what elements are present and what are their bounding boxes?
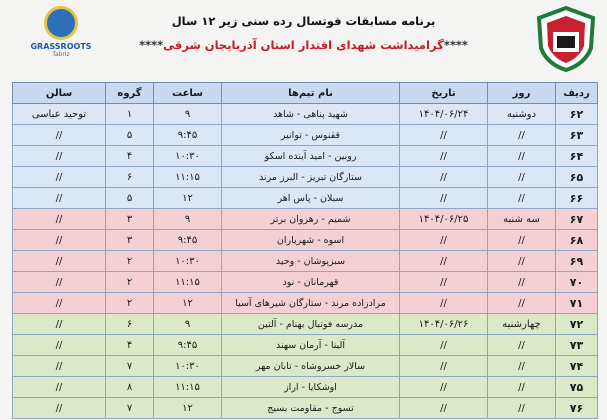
- star-decoration-left: ****: [443, 38, 468, 52]
- cell-date: //: [400, 125, 488, 146]
- cell-hall: //: [13, 377, 106, 398]
- schedule-table: [12, 82, 598, 419]
- cell-group: ۶: [106, 314, 154, 335]
- cell-hall: //: [13, 335, 106, 356]
- page-title: برنامه مسابقات فوتسال رده سنی زیر ۱۲ سال: [171, 14, 436, 28]
- cell-row-number: ۶۸: [556, 230, 598, 251]
- cell-row-number: ۶۲: [556, 104, 598, 125]
- cell-group: ۴: [106, 335, 154, 356]
- cell-row-number: ۶۹: [556, 251, 598, 272]
- header: [0, 0, 607, 82]
- cell-time: ۹: [154, 209, 222, 230]
- grassroots-logo-sub: Tabriz: [52, 51, 70, 58]
- cell-day: //: [488, 377, 556, 398]
- cell-teams: مرادزاده مرند - ستارگان شیرهای آسیا: [222, 293, 400, 314]
- cell-row-number: ۶۷: [556, 209, 598, 230]
- cell-hall: //: [13, 293, 106, 314]
- cell-hall: //: [13, 188, 106, 209]
- cell-row-number: ۷۰: [556, 272, 598, 293]
- cell-hall: //: [13, 167, 106, 188]
- table-row: [13, 272, 598, 293]
- cell-teams: سبزپوشان - وحید: [222, 251, 400, 272]
- cell-date: //: [400, 167, 488, 188]
- cell-date: ۱۴۰۴/۰۶/۲۵: [400, 209, 488, 230]
- cell-row-number: ۷۲: [556, 314, 598, 335]
- cell-time: ۹:۴۵: [154, 335, 222, 356]
- cell-group: ۷: [106, 356, 154, 377]
- cell-time: ۱۲: [154, 293, 222, 314]
- cell-teams: اسوه - شهریاران: [222, 230, 400, 251]
- cell-group: ۲: [106, 293, 154, 314]
- cell-date: //: [400, 230, 488, 251]
- cell-group: ۵: [106, 125, 154, 146]
- cell-row-number: ۷۶: [556, 398, 598, 419]
- cell-group: ۱: [106, 104, 154, 125]
- cell-time: ۹: [154, 314, 222, 335]
- cell-date: ۱۴۰۴/۰۶/۲۶: [400, 314, 488, 335]
- col-header-time: ساعت: [154, 83, 222, 104]
- cell-date: //: [400, 377, 488, 398]
- cell-time: ۱۱:۱۵: [154, 167, 222, 188]
- cell-day: //: [488, 335, 556, 356]
- cell-date: //: [400, 188, 488, 209]
- cell-time: ۹:۴۵: [154, 230, 222, 251]
- col-header-date: تاریخ: [400, 83, 488, 104]
- cell-hall: توحید عباسی: [13, 104, 106, 125]
- table-row: [13, 230, 598, 251]
- cell-group: ۶: [106, 167, 154, 188]
- table-row: [13, 125, 598, 146]
- cell-day: //: [488, 230, 556, 251]
- col-header-group: گروه: [106, 83, 154, 104]
- table-header-row: [13, 83, 598, 104]
- cell-hall: //: [13, 125, 106, 146]
- cell-row-number: ۷۱: [556, 293, 598, 314]
- cell-time: ۱۰:۳۰: [154, 146, 222, 167]
- cell-time: ۱۰:۳۰: [154, 356, 222, 377]
- cell-day: //: [488, 188, 556, 209]
- cell-teams: سبلان - پاس اهر: [222, 188, 400, 209]
- cell-day: //: [488, 293, 556, 314]
- cell-date: //: [400, 146, 488, 167]
- table-row: [13, 293, 598, 314]
- cell-time: ۱۰:۳۰: [154, 251, 222, 272]
- cell-day: //: [488, 167, 556, 188]
- cell-teams: شمیم - رهروان برتر: [222, 209, 400, 230]
- cell-group: ۲: [106, 272, 154, 293]
- cell-date: //: [400, 335, 488, 356]
- cell-group: ۳: [106, 209, 154, 230]
- cell-teams: سالار خسروشاه - تابان مهر: [222, 356, 400, 377]
- cell-time: ۱۲: [154, 188, 222, 209]
- star-decoration-right: ****: [139, 38, 164, 52]
- cell-teams: قهرمانان - نود: [222, 272, 400, 293]
- cell-time: ۱۱:۱۵: [154, 377, 222, 398]
- cell-row-number: ۷۵: [556, 377, 598, 398]
- col-header-hall: سالن: [13, 83, 106, 104]
- page-subtitle: [0, 38, 607, 52]
- cell-day: //: [488, 272, 556, 293]
- cell-day: //: [488, 251, 556, 272]
- cell-date: //: [400, 251, 488, 272]
- cell-group: ۵: [106, 188, 154, 209]
- cell-teams: اوشکایا - اراز: [222, 377, 400, 398]
- cell-day: //: [488, 356, 556, 377]
- cell-hall: //: [13, 209, 106, 230]
- subtitle-text: گرامیداشت شهدای اقتدار استان آذربایجان شرقی: [163, 38, 444, 52]
- cell-day: //: [488, 146, 556, 167]
- cell-row-number: ۶۵: [556, 167, 598, 188]
- col-header-row-number: ردیف: [556, 83, 598, 104]
- cell-row-number: ۷۴: [556, 356, 598, 377]
- table-row: [13, 209, 598, 230]
- cell-teams: آلینا - آرمان سهند: [222, 335, 400, 356]
- cell-row-number: ۶۳: [556, 125, 598, 146]
- cell-teams: ستارگان تبریز - البرز مرند: [222, 167, 400, 188]
- cell-hall: //: [13, 272, 106, 293]
- cell-day: چهارشنبه: [488, 314, 556, 335]
- cell-hall: //: [13, 398, 106, 419]
- table-row: [13, 146, 598, 167]
- col-header-day: روز: [488, 83, 556, 104]
- cell-teams: شهید پناهی - شاهد: [222, 104, 400, 125]
- cell-teams: مدرسه فوتبال بهنام - آلتین: [222, 314, 400, 335]
- cell-hall: //: [13, 314, 106, 335]
- cell-time: ۱۲: [154, 398, 222, 419]
- cell-day: //: [488, 398, 556, 419]
- cell-hall: //: [13, 356, 106, 377]
- cell-group: ۸: [106, 377, 154, 398]
- cell-day: سه شنبه: [488, 209, 556, 230]
- table-row: [13, 188, 598, 209]
- table-row: [13, 398, 598, 419]
- cell-hall: //: [13, 146, 106, 167]
- cell-row-number: ۶۶: [556, 188, 598, 209]
- cell-time: ۱۱:۱۵: [154, 272, 222, 293]
- cell-teams: روبین - امید آینده اسکو: [222, 146, 400, 167]
- table-row: [13, 251, 598, 272]
- cell-group: ۴: [106, 146, 154, 167]
- table-row: [13, 104, 598, 125]
- cell-row-number: ۷۳: [556, 335, 598, 356]
- cell-group: ۳: [106, 230, 154, 251]
- table-row: [13, 377, 598, 398]
- cell-date: //: [400, 293, 488, 314]
- col-header-teams: نام تیم‌ها: [222, 83, 400, 104]
- cell-date: //: [400, 356, 488, 377]
- cell-time: ۹: [154, 104, 222, 125]
- cell-hall: //: [13, 230, 106, 251]
- table-row: [13, 167, 598, 188]
- cell-teams: تسوج - مقاومت بسیج: [222, 398, 400, 419]
- table-row: [13, 356, 598, 377]
- cell-row-number: ۶۴: [556, 146, 598, 167]
- cell-day: //: [488, 125, 556, 146]
- grassroots-logo-text: GRASSROOTS: [30, 42, 92, 51]
- cell-date: ۱۴۰۴/۰۶/۲۴: [400, 104, 488, 125]
- cell-date: //: [400, 272, 488, 293]
- table-row: [13, 314, 598, 335]
- cell-teams: ققنوس - توانیر: [222, 125, 400, 146]
- cell-time: ۹:۴۵: [154, 125, 222, 146]
- cell-group: ۷: [106, 398, 154, 419]
- cell-date: //: [400, 398, 488, 419]
- cell-day: دوشنبه: [488, 104, 556, 125]
- table-row: [13, 335, 598, 356]
- cell-hall: //: [13, 251, 106, 272]
- cell-group: ۲: [106, 251, 154, 272]
